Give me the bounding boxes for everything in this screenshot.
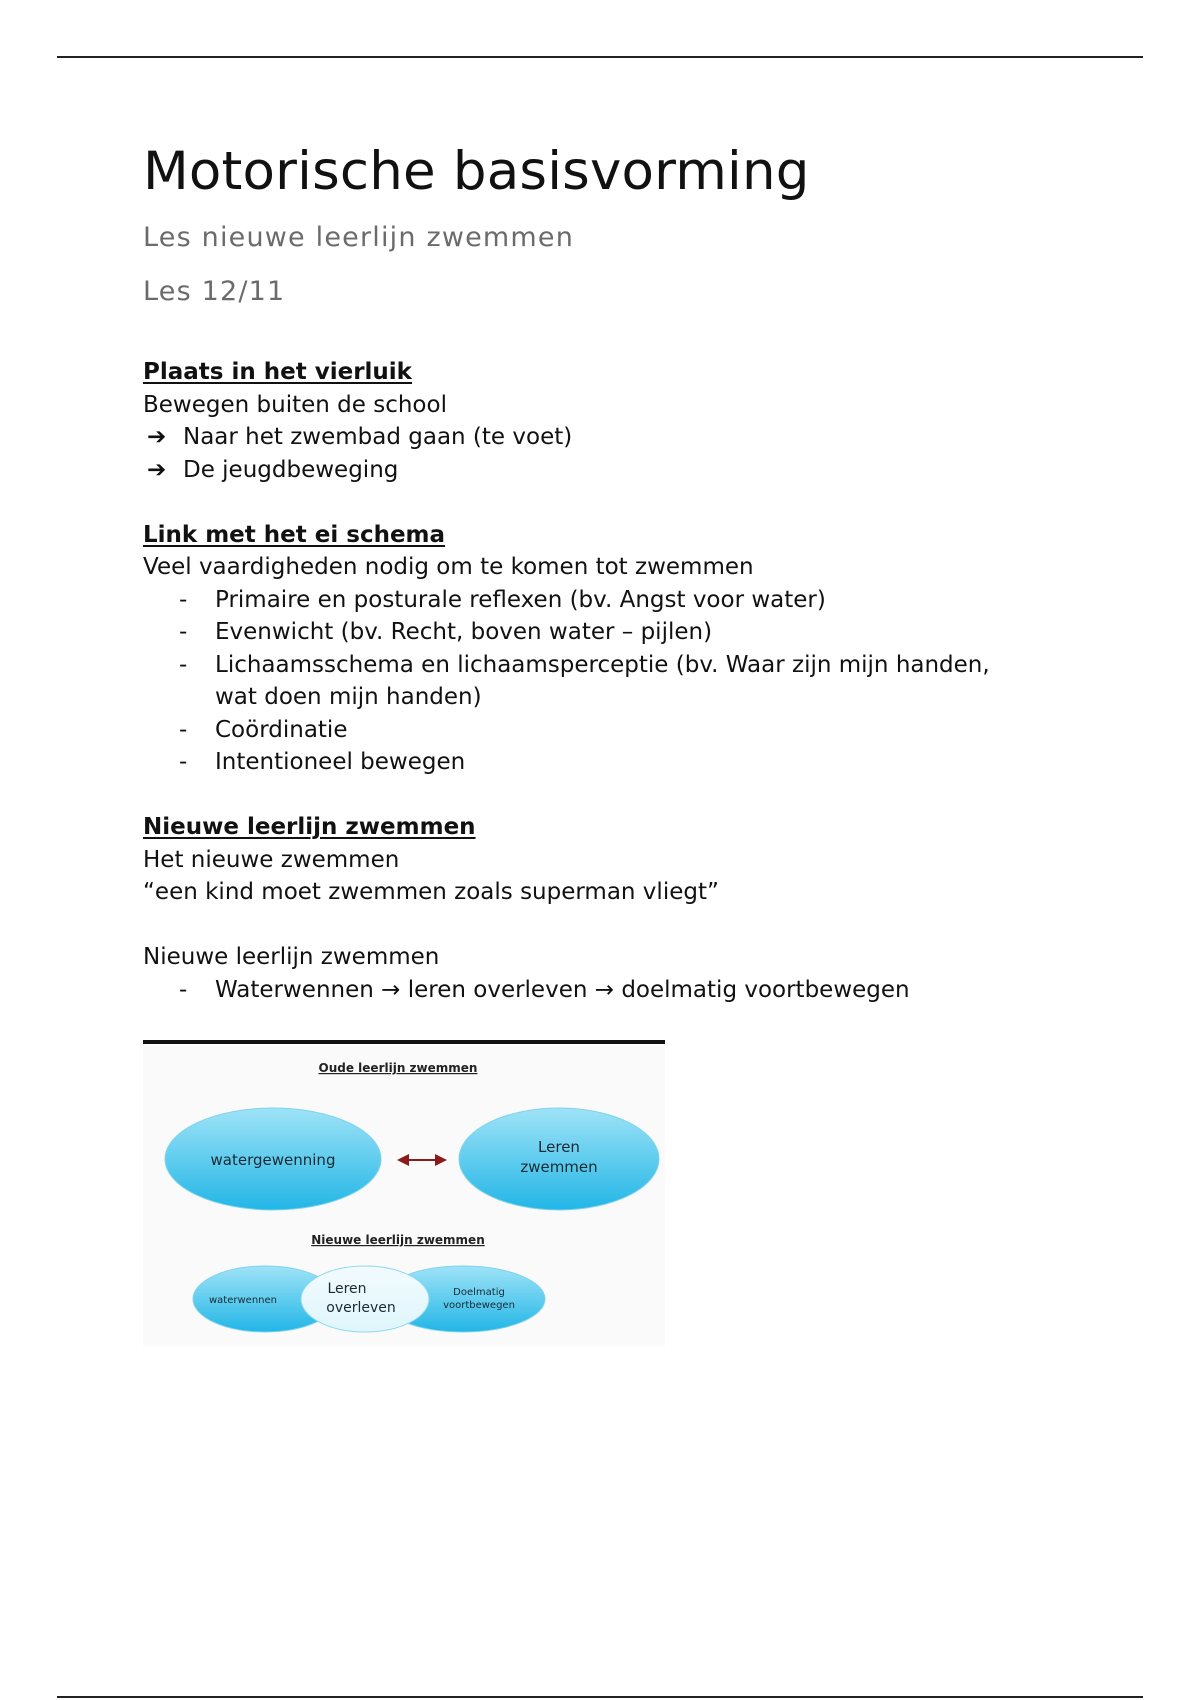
dash-marker: - <box>179 976 188 1003</box>
watergewenning-label: watergewenning <box>210 1151 336 1169</box>
leren-zwemmen-label-2: zwemmen <box>520 1158 598 1176</box>
list-item-text: Evenwicht (bv. Recht, boven water – pijlen) <box>215 619 713 645</box>
quote-line: “een kind moet zwemmen zoals superman vliegt” <box>143 879 719 905</box>
bottom-rule <box>57 1696 1143 1698</box>
list-item-text: Lichaamsschema en lichaamsperceptie (bv. Waar zijn mijn handen, wat doen mijn handen) <box>215 651 990 710</box>
list-item-text: Waterwennen → leren overleven → doelmatig voortbewegen <box>215 976 910 1003</box>
page-title: Motorische basisvorming <box>143 141 810 202</box>
doelmatig-label-1: Doelmatig <box>453 1287 505 1298</box>
dash-list-item <box>143 584 1063 617</box>
dash-list-item <box>143 746 1063 779</box>
dash-list-item <box>143 974 1063 1007</box>
dash-list-item <box>143 714 1063 747</box>
leerlijn-diagram <box>143 1040 665 1345</box>
section-heading-nieuwe-leerlijn: Nieuwe leerlijn zwemmen <box>143 814 476 840</box>
page-subtitle: Les nieuwe leerlijn zwemmen <box>143 222 575 253</box>
leerlijn-diagram-svg <box>143 1046 665 1346</box>
right-arrow-icon: ➔ <box>147 424 167 450</box>
list-item-text: Coördinatie <box>215 716 348 743</box>
waterwennen-label: waterwennen <box>209 1295 277 1306</box>
dash-marker: - <box>179 749 188 775</box>
section-intro: Bewegen buiten de school <box>143 391 447 418</box>
leren-overleven-bubble <box>301 1266 429 1332</box>
leren-overleven-label-2: overleven <box>326 1300 396 1316</box>
list-item-text: Primaire en posturale reflexen (bv. Angst voor water) <box>215 586 826 613</box>
right-arrow-icon: ➔ <box>147 456 167 483</box>
figure-top-border <box>143 1040 665 1044</box>
dash-marker: - <box>179 651 188 678</box>
section-intro: Veel vaardigheden nodig om te komen tot zwemmen <box>143 554 754 580</box>
list-item-text: De jeugdbeweging <box>183 456 399 483</box>
list-item-text: Naar het zwembad gaan (te voet) <box>183 424 573 450</box>
section-heading-ei-schema: Link met het ei schema <box>143 521 446 548</box>
dash-marker: - <box>179 716 188 743</box>
leren-zwemmen-label-1: Leren <box>538 1138 580 1156</box>
document-body <box>143 140 1063 1006</box>
old-leerlijn-title: Oude leerlijn zwemmen <box>318 1061 478 1075</box>
dash-marker: - <box>179 619 188 645</box>
arrow-list-item <box>143 454 1063 487</box>
dash-list-item <box>143 616 1063 649</box>
top-rule <box>57 56 1143 58</box>
nieuwe-leerlijn-title: Nieuwe leerlijn zwemmen <box>311 1233 485 1247</box>
paragraph-line: Nieuwe leerlijn zwemmen <box>143 944 440 970</box>
lesson-date: Les 12/11 <box>143 276 286 307</box>
list-item-text: Intentioneel bewegen <box>215 749 466 775</box>
dash-marker: - <box>179 586 188 613</box>
dash-list-item <box>143 649 1063 714</box>
doelmatig-label-2: voortbewegen <box>443 1300 515 1311</box>
arrow-list-item <box>143 421 1063 454</box>
paragraph-line: Het nieuwe zwemmen <box>143 846 400 873</box>
leren-overleven-label-1: Leren <box>327 1281 367 1297</box>
section-heading-vierluik: Plaats in het vierluik <box>143 359 412 385</box>
